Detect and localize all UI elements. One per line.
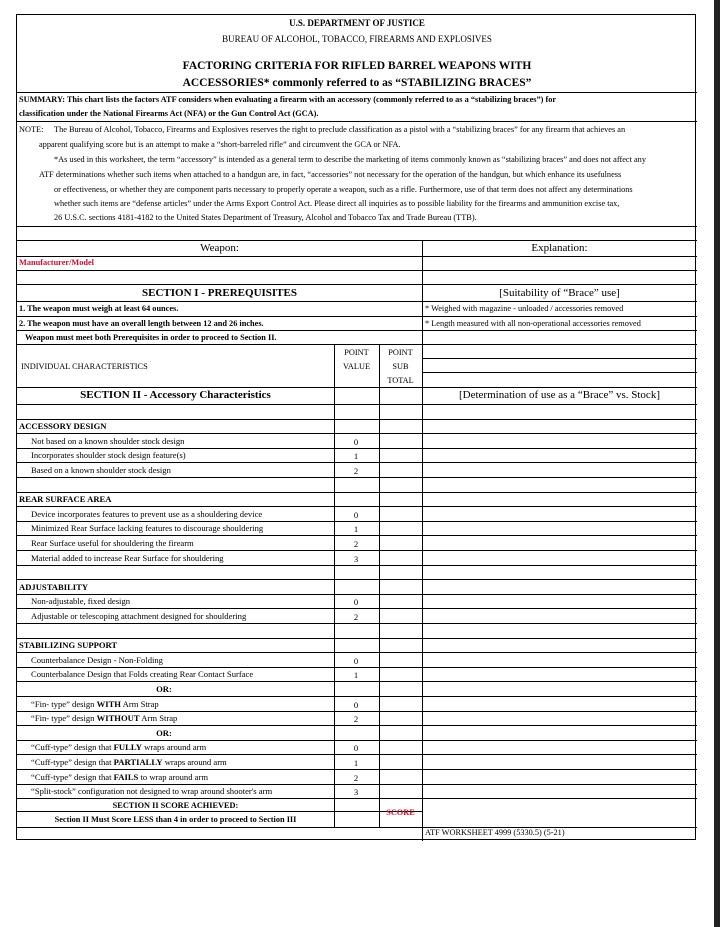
summary-line-2: classification under the National Firearms Act (NFA) or the Gun Control Act (GCA).: [19, 109, 319, 118]
characteristic-label: [31, 711, 177, 725]
title-line-1: FACTORING CRITERIA FOR RIFLED BARREL WEAPONS WITH: [182, 60, 532, 72]
note-line-6: whether such items are “defense articles” under the Arms Export Control Act. Please direct all inquiries as to possible liability for the firearms and ammunition excise tax,: [54, 199, 620, 208]
characteristic-label: [31, 784, 272, 798]
point-value: 2: [353, 611, 359, 622]
category-header: ADJUSTABILITY: [19, 581, 89, 592]
prerequisite-weight: 1. The weapon must weigh at least 64 ounces.: [19, 304, 179, 313]
characteristic-label: [31, 755, 227, 769]
characteristic-label: Based on a known shoulder stock design: [31, 464, 171, 475]
characteristic-label: [31, 770, 208, 784]
section-1-title: SECTION I - PREREQUISITES: [142, 287, 297, 299]
note-line-3: *As used in this worksheet, the term “accessory” is intended as a general term to describe the marketing of items commonly known as “stabilizing braces” and does not affect any: [54, 155, 646, 164]
category-header: ACCESSORY DESIGN: [19, 421, 107, 432]
note-line-5: or effectiveness, or whether they are component parts necessary to properly operate a weapon, such as a rifle. Furthermore, use of that term does not affect any determinations: [54, 185, 633, 194]
characteristic-label: Not based on a known shoulder stock design: [31, 435, 185, 446]
explanation-column-header: Explanation:: [531, 242, 588, 254]
label-prefix: “Fin- type” design: [31, 698, 97, 709]
label-emphasis: WITHOUT: [96, 713, 140, 724]
characteristic-label: Minimized Rear Surface lacking features to discourage shouldering: [31, 523, 264, 534]
label-suffix: Arm Strap: [121, 698, 159, 709]
point-value: 1: [353, 451, 359, 462]
department-name: U.S. DEPARTMENT OF JUSTICE: [289, 18, 425, 28]
characteristic-label: Material added to increase Rear Surface for shouldering: [31, 552, 224, 563]
note-line-4: ATF determinations whether such items when attached to a handgun are, in fact, “accessories” not necessary for the operation of the handgun, but which enhance its usefulness: [39, 170, 622, 179]
characteristic-label: [31, 740, 206, 754]
form-id: ATF WORKSHEET 4999 (5330.5) (5-21): [425, 828, 565, 837]
point-header: POINT: [344, 348, 369, 357]
point-sub-header-1: POINT: [388, 348, 413, 357]
manufacturer-model-label: Manufacturer/Model: [19, 258, 94, 267]
point-value: 0: [353, 655, 359, 666]
note-line-2: apparent qualifying score but is an attempt to make a “short-barreled rifle” and circumvent the GCA or NFA.: [39, 140, 401, 149]
label-emphasis: WITH: [96, 698, 121, 709]
section-1-right-title: [Suitability of “Brace” use]: [499, 287, 620, 299]
label-prefix: “Fin- type” design: [31, 713, 97, 724]
title-line-2: ACCESSORIES* commonly referred to as “STABILIZING BRACES”: [182, 77, 532, 89]
characteristic-label: Incorporates shoulder stock design feature(s): [31, 450, 186, 461]
bureau-name: BUREAU OF ALCOHOL, TOBACCO, FIREARMS AND EXPLOSIVES: [222, 34, 492, 44]
point-value: 3: [353, 553, 359, 564]
point-value: 0: [353, 699, 359, 710]
label-prefix: “Split-stock” configuration not designed to wrap around shooter's arm: [31, 786, 273, 797]
individual-characteristics-header: INDIVIDUAL CHARACTERISTICS: [21, 362, 148, 371]
label-emphasis: PARTIALLY: [113, 756, 163, 767]
characteristic-label: Adjustable or telescoping attachment designed for shouldering: [31, 610, 247, 621]
or-separator: OR:: [156, 727, 172, 738]
category-header: STABILIZING SUPPORT: [19, 640, 118, 651]
point-value: 3: [353, 787, 359, 798]
point-value: 2: [353, 772, 359, 783]
category-header: REAR SURFACE AREA: [19, 494, 112, 505]
section-2-score-achieved: SECTION II SCORE ACHIEVED:: [112, 801, 239, 810]
label-suffix: wraps around arm: [162, 756, 227, 767]
prerequisite-length: 2. The weapon must have an overall length between 12 and 26 inches.: [19, 319, 264, 328]
label-suffix: wraps around arm: [142, 742, 207, 753]
label-suffix: Arm Strap: [139, 713, 178, 724]
worksheet-frame: [16, 14, 696, 840]
note-label: NOTE:: [19, 125, 44, 134]
page-edge: [714, 0, 720, 927]
label-prefix: “Cuff-type” design that: [31, 742, 114, 753]
point-value: 1: [353, 757, 359, 768]
score-label: SCORE: [386, 808, 415, 817]
point-value: 0: [353, 743, 359, 754]
prerequisite-weight-note: * Weighed with magazine - unloaded / accessories removed: [425, 304, 624, 313]
section-2-title: SECTION II - Accessory Characteristics: [80, 389, 271, 401]
prerequisite-length-note: * Length measured with all non-operational accessories removed: [425, 319, 641, 328]
point-sub-header-2: SUB: [392, 362, 409, 371]
point-value: 0: [353, 597, 359, 608]
prerequisites-requirement: Weapon must meet both Prerequisites in order to proceed to Section II.: [25, 333, 277, 342]
weapon-column-header: Weapon:: [200, 242, 239, 254]
point-value: 1: [353, 670, 359, 681]
note-line-7: 26 U.S.C. sections 4181-4182 to the United States Department of Treasury, Alcohol and Tobacco Tax and Trade Bureau (TTB).: [54, 213, 477, 222]
point-value: 2: [353, 538, 359, 549]
characteristic-label: [31, 697, 159, 711]
characteristic-label: Counterbalance Design - Non-Folding: [31, 654, 163, 665]
section-2-must-score: Section II Must Score LESS than 4 in order to proceed to Section III: [54, 815, 297, 824]
point-value: 0: [353, 509, 359, 520]
characteristic-label: Device incorporates features to prevent use as a shouldering device: [31, 508, 263, 519]
label-prefix: “Cuff-type” design that: [31, 756, 114, 767]
point-value: 2: [353, 714, 359, 725]
summary-line-1: SUMMARY: This chart lists the factors ATF considers when evaluating a firearm with an accessory (commonly referred to as a “stabilizing braces”) for: [19, 95, 557, 104]
point-sub-header-3: TOTAL: [387, 376, 414, 385]
label-suffix: to wrap around arm: [138, 771, 209, 782]
value-header: VALUE: [342, 362, 371, 371]
point-value: 1: [353, 524, 359, 535]
label-prefix: “Cuff-type” design that: [31, 771, 114, 782]
section-2-right-title: [Determination of use as a “Brace” vs. Stock]: [459, 389, 660, 401]
label-emphasis: FAILS: [113, 771, 139, 782]
point-value: 0: [353, 436, 359, 447]
or-separator: OR:: [156, 683, 172, 694]
label-emphasis: FULLY: [113, 742, 142, 753]
characteristic-label: Counterbalance Design that Folds creating Rear Contact Surface: [31, 669, 254, 680]
characteristic-label: Non-adjustable, fixed design: [31, 596, 131, 607]
characteristic-label: Rear Surface useful for shouldering the firearm: [31, 537, 194, 548]
note-line-1: The Bureau of Alcohol, Tobacco, Firearms and Explosives reserves the right to preclude classification as a pistol with a “stabilizing braces” for any firearm that achieves an: [54, 125, 626, 134]
point-value: 2: [353, 465, 359, 476]
